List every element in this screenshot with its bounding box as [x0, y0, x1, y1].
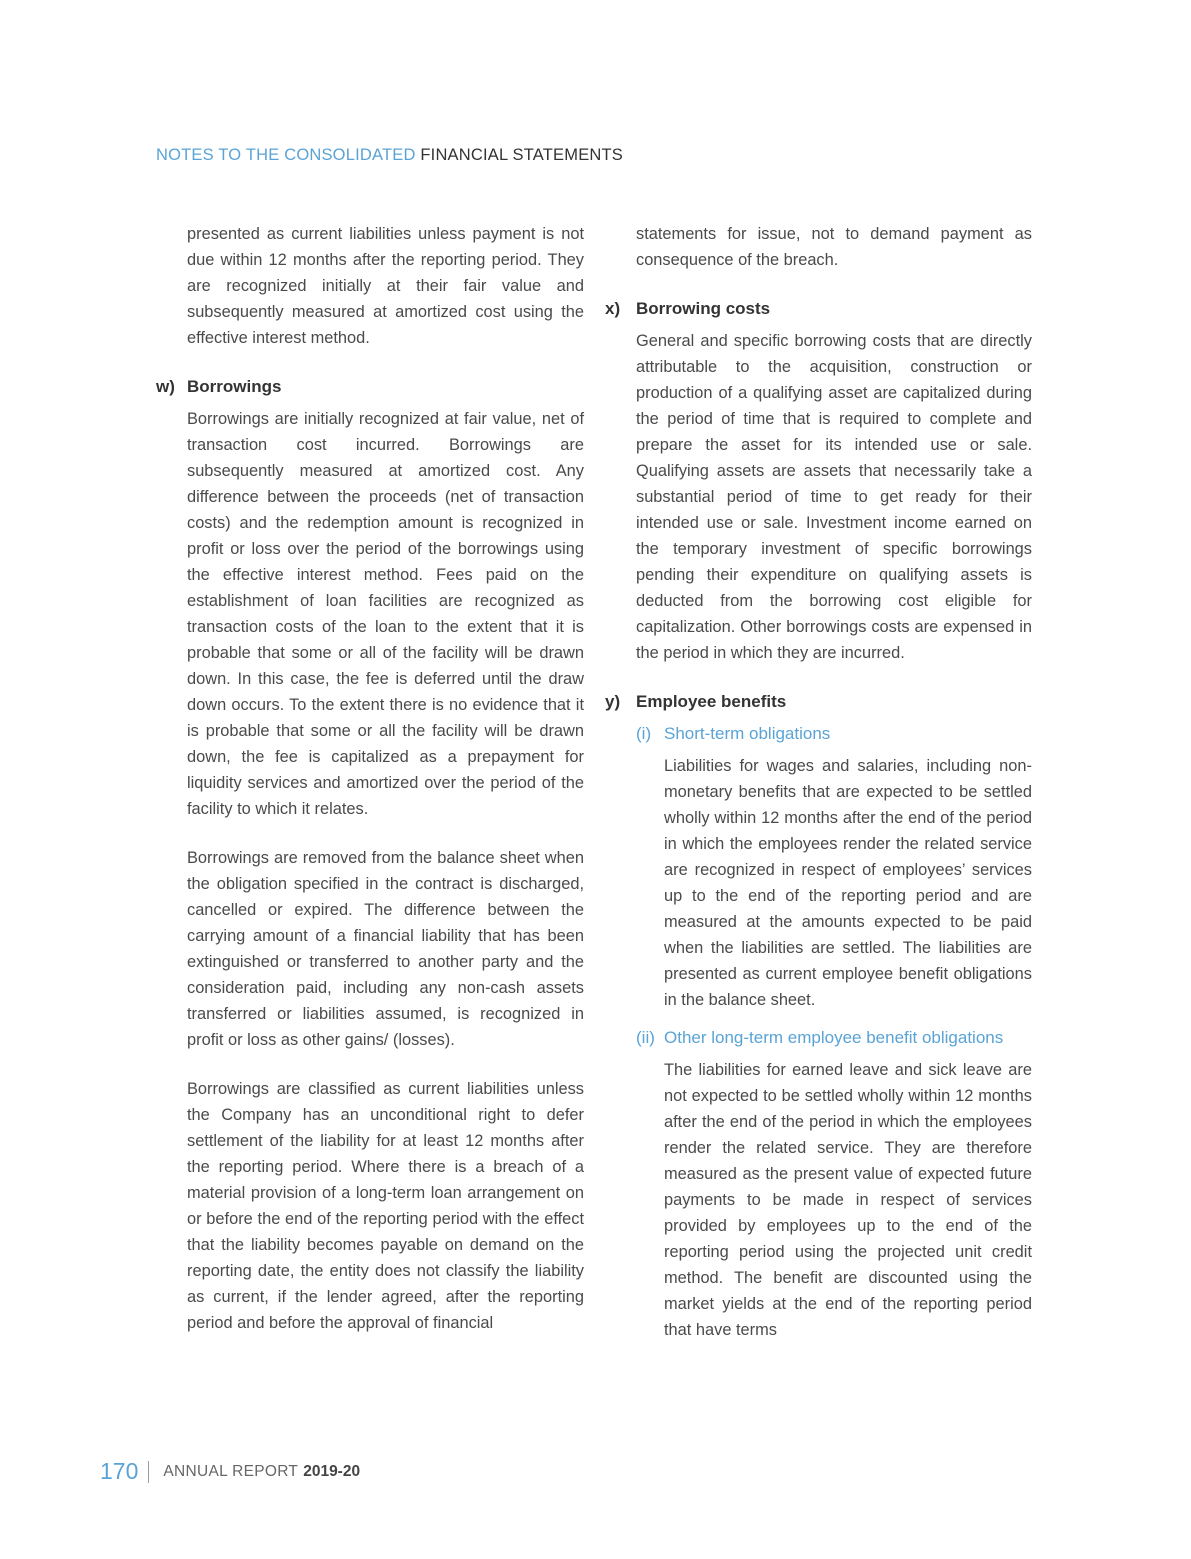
- left-intro-paragraph: presented as current liabilities unless payment is not due within 12 months after the reporting period. They are recognized initially at their fair value and subsequently measured at amortized cost using the effective interest method.: [187, 225, 584, 347]
- section-w-title: Borrowings: [187, 377, 282, 396]
- section-x-letter: x): [605, 299, 621, 318]
- section-w-letter: w): [156, 377, 175, 396]
- borrowings-paragraph-1: Borrowings are initially recognized at fair value, net of transaction cost incurred. Borrowings are subsequently measured at amortized cost. Any difference between the proceeds (net of transaction costs) and the redemption amount is recognized in profit or loss over the period of the borrowings using the effective interest method. Fees paid on the establishment of loan facilities are recognized as transaction costs of the loan to the extent that it is probable that some or all of the facility will be drawn down. In this case, the fee is deferred until the draw down occurs. To the extent there is no evidence that it is probable that some or all the facility will be drawn down, the fee is capitalized as a prepayment for liquidity services and amortized over the period of the facility to which it relates.: [187, 410, 584, 818]
- footer-divider: [148, 1461, 149, 1483]
- subsection-ii-number: (ii): [636, 1028, 655, 1047]
- subsection-ii-heading: [636, 1025, 1032, 1051]
- section-x-heading: [605, 296, 1032, 322]
- page-header: [156, 146, 623, 165]
- section-x-title: Borrowing costs: [636, 299, 771, 318]
- subsection-i-title: Short-term obligations: [664, 724, 831, 743]
- borrowing-costs-paragraph: General and specific borrowing costs that are directly attributable to the acquisition, construction or production of a qualifying asset are capitalized during the period of time that is required to complete and prepare the asset for its intended use or sale. Qualifying assets are assets that necessarily take a substantial period of time to get ready for their intended use or sale. Investment income earned on the temporary investment of specific borrowings pending their expenditure on qualifying assets is deducted from the borrowing cost eligible for capitalization. Other borrowings costs are expensed in the period in which they are incurred.: [636, 332, 1032, 662]
- short-term-obligations-paragraph: Liabilities for wages and salaries, including non-monetary benefits that are expected to be settled wholly within 12 months after the end of the period in which the employees render the related service are recognized in respect of employees’ services up to the end of the reporting period and are measured at the amounts expected to be paid when the liabilities are settled. The liabilities are presented as current employee benefit obligations in the balance sheet.: [664, 757, 1032, 1009]
- page-number: 170: [100, 1458, 139, 1484]
- page-footer: [100, 1458, 360, 1485]
- left-column: [156, 221, 584, 1336]
- subsection-i-number: (i): [636, 724, 652, 743]
- section-y-heading: [605, 689, 1032, 715]
- subsection-ii-title: Other long-term employee benefit obligations: [664, 1028, 1004, 1047]
- section-y-letter: y): [605, 692, 621, 711]
- section-w-heading: [156, 374, 584, 400]
- header-title-blue: NOTES TO THE CONSOLIDATED: [156, 146, 416, 164]
- right-intro-paragraph: statements for issue, not to demand payment as consequence of the breach.: [636, 225, 1032, 269]
- borrowings-paragraph-3: Borrowings are classified as current liabilities unless the Company has an unconditional right to defer settlement of the liability for at least 12 months after the reporting period. Where there is a breach of a material provision of a long-term loan arrangement on or before the end of the reporting period with the effect that the liability becomes payable on demand on the reporting date, the entity does not classify the liability as current, if the lender agreed, after the reporting period and before the approval of financial: [187, 1080, 584, 1332]
- section-y-title: Employee benefits: [636, 692, 787, 711]
- subsection-i-heading: [636, 721, 1032, 747]
- right-column: [605, 221, 1032, 1343]
- footer-report-label: ANNUAL REPORT: [163, 1462, 299, 1480]
- header-title-dark: FINANCIAL STATEMENTS: [420, 146, 624, 164]
- borrowings-paragraph-2: Borrowings are removed from the balance sheet when the obligation specified in the contract is discharged, cancelled or expired. The difference between the carrying amount of a financial liability that has been extinguished or transferred to another party and the consideration paid, including any non-cash assets transferred or liabilities assumed, is recognized in profit or loss as other gains/ (losses).: [187, 849, 584, 1049]
- footer-report-year: 2019-20: [303, 1462, 361, 1480]
- long-term-obligations-paragraph: The liabilities for earned leave and sick leave are not expected to be settled wholly within 12 months after the end of the period in which the employees render the related service. They are therefore measured as the present value of expected future payments to be made in respect of services provided by employees up to the end of the reporting period using the projected unit credit method. The benefit are discounted using the market yields at the end of the reporting period that have terms: [664, 1061, 1032, 1339]
